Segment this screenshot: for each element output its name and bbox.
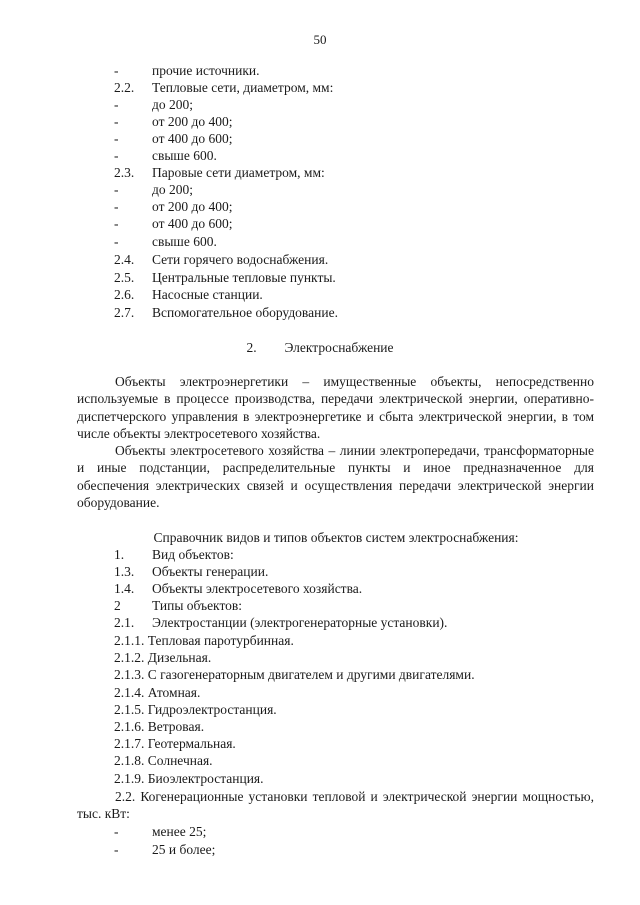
list-item — [114, 580, 362, 597]
list-text: 2.1.1. Тепловая паротурбинная. — [114, 633, 294, 648]
list-item — [114, 770, 264, 787]
list-text: Вид объектов: — [152, 547, 234, 562]
list-text: Объекты генерации. — [152, 564, 269, 579]
list-item — [114, 649, 211, 666]
list-text: свыше 600. — [152, 234, 217, 249]
list-text: менее 25; — [152, 824, 207, 839]
list-text: Тепловые сети, диаметром, мм: — [152, 80, 334, 95]
list-text: 2.1.5. Гидроэлектростанция. — [114, 702, 277, 717]
list-marker: 1.3. — [114, 564, 135, 579]
list-text: 25 и более; — [152, 842, 216, 857]
list-item — [114, 79, 333, 96]
list-marker: - — [114, 842, 119, 857]
list-item — [114, 113, 232, 130]
list-item — [114, 752, 213, 769]
list-text: 2.1.9. Биоэлектростанция. — [114, 771, 264, 786]
list-item — [114, 632, 294, 649]
list-text: от 200 до 400; — [152, 114, 233, 129]
list-item — [114, 701, 277, 718]
list-text: 2.1.8. Солнечная. — [114, 753, 213, 768]
list-marker: - — [114, 234, 119, 249]
list-text: от 200 до 400; — [152, 199, 233, 214]
list-item — [114, 841, 215, 858]
list-text: прочие источники. — [152, 63, 260, 78]
list-text: Вспомогательное оборудование. — [152, 305, 338, 320]
list-item — [114, 269, 336, 286]
list-text: Объекты электросетевого хозяйства. — [152, 581, 363, 596]
list-marker: 2.5. — [114, 270, 135, 285]
list-text: Сети горячего водоснабжения. — [152, 252, 329, 267]
list-marker: - — [114, 63, 119, 78]
list-item — [114, 597, 242, 614]
list-marker: 2.4. — [114, 252, 135, 267]
list-item — [114, 684, 200, 701]
list-text: Центральные тепловые пункты. — [152, 270, 336, 285]
list-item — [114, 546, 234, 563]
paragraph: Объекты электроэнергетики – имущественные объекты, непосредственно используемые в процессе производства, передачи электрической энергии, оперативно-диспетчерского управления в электроэнергетике и сбыта электрической энергии, в том числе объекты электросетевого хозяйства. — [77, 374, 594, 442]
list-item — [114, 718, 204, 735]
list-item — [114, 823, 206, 840]
list-text: 2.1.4. Атомная. — [114, 685, 201, 700]
list-text: Паровые сети диаметром, мм: — [152, 165, 325, 180]
list-text: до 200; — [152, 97, 193, 112]
list-marker: 2 — [114, 598, 121, 613]
list-text: Типы объектов: — [152, 598, 243, 613]
section-title: Электроснабжение — [284, 340, 394, 355]
list-item — [114, 62, 260, 79]
list-text: до 200; — [152, 182, 193, 197]
list-marker: - — [114, 182, 119, 197]
list-item — [114, 198, 232, 215]
list-item — [114, 251, 328, 268]
list-marker: 1. — [114, 547, 125, 562]
list-item — [114, 735, 236, 752]
list-text: 2.1.6. Ветровая. — [114, 719, 205, 734]
list-item — [114, 286, 263, 303]
list-text: Электростанции (электрогенераторные установки). — [152, 615, 448, 630]
list-item — [114, 563, 268, 580]
list-text: 2.1.7. Геотермальная. — [114, 736, 236, 751]
list-item — [114, 614, 447, 631]
list-marker: 2.1. — [114, 615, 135, 630]
list-item — [114, 666, 475, 683]
list-marker: 2.7. — [114, 305, 135, 320]
list-item — [114, 233, 217, 250]
page-number: 50 — [313, 32, 327, 47]
list-text: 2.1.2. Дизельная. — [114, 650, 212, 665]
list-marker: - — [114, 824, 119, 839]
list-item — [114, 130, 232, 147]
list-item — [114, 215, 232, 232]
list-text: от 400 до 600; — [152, 216, 233, 231]
section-heading — [0, 339, 640, 356]
paragraph: Объекты электросетевого хозяйства – линии электропередачи, трансформаторные и иные подстанции, распределительные пункты и иное предназначенное для обеспечения электрических связей и осуществления передачи электрической энергии оборудование. — [77, 443, 594, 511]
list-item — [114, 147, 217, 164]
list-marker: - — [114, 114, 119, 129]
list-marker: 2.3. — [114, 165, 135, 180]
list-marker: - — [114, 199, 119, 214]
list-marker: - — [114, 216, 119, 231]
list-item — [114, 164, 325, 181]
list-item — [114, 96, 193, 113]
list-item — [114, 304, 338, 321]
list-marker: 2.6. — [114, 287, 135, 302]
list-text: свыше 600. — [152, 148, 217, 163]
section-number: 2. — [246, 340, 257, 355]
list-text: Насосные станции. — [152, 287, 263, 302]
list-text: от 400 до 600; — [152, 131, 233, 146]
list-marker: - — [114, 148, 119, 163]
reference-title: Справочник видов и типов объектов систем электроснабжения: — [153, 530, 519, 545]
list-marker: - — [114, 97, 119, 112]
list-marker: - — [114, 131, 119, 146]
list-marker: 2.2. — [114, 80, 135, 95]
list-marker: 1.4. — [114, 581, 135, 596]
cogeneration-paragraph: 2.2. Когенерационные установки тепловой и электрической энергии мощностью, тыс. кВт: — [77, 789, 594, 822]
list-text: 2.1.3. С газогенераторным двигателем и другими двигателями. — [114, 667, 475, 682]
list-item — [114, 181, 193, 198]
